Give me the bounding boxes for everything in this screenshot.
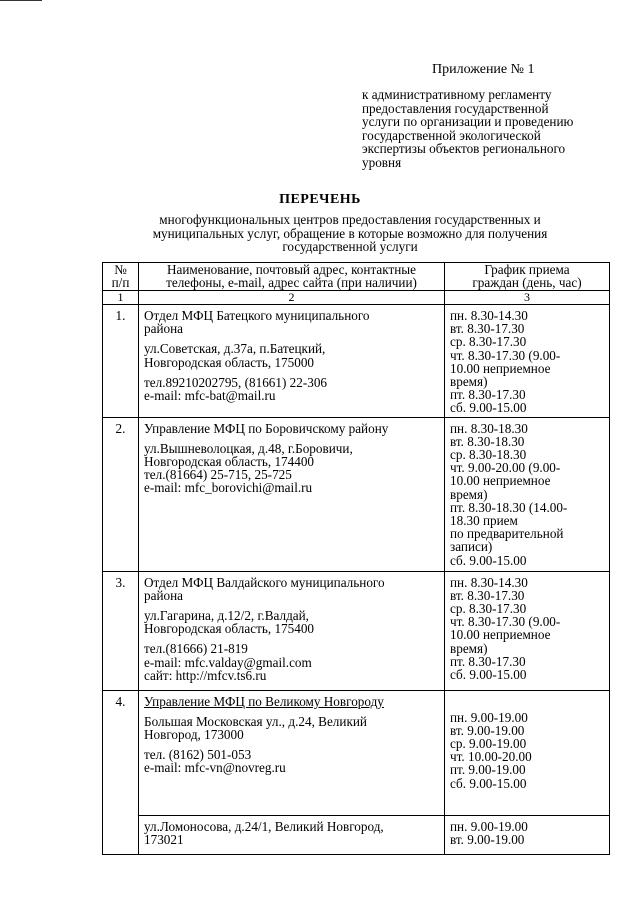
row-schedule: пн. 9.00-19.00 вт. 9.00-19.00 ср. 9.00-19.00 чт. 10.00-20.00 пт. 9.00-19.00 сб. 9.00-15.00	[445, 690, 610, 815]
table-row	[103, 571, 610, 690]
header-schedule: График приема граждан (день, час)	[445, 263, 610, 291]
table-subrow	[103, 815, 610, 854]
regulation-reference	[362, 88, 612, 170]
row-number: 4.	[103, 690, 139, 854]
index-cell: 1	[103, 291, 139, 305]
regulation-line: к административному регламенту	[362, 87, 552, 102]
row-number: 2.	[103, 417, 139, 571]
row-schedule: пн. 8.30-14.30 вт. 8.30-17.30 ср. 8.30-17.30 чт. 8.30-17.30 (9.00- 10.00 неприемное время) пт. 8.30-17.30 сб. 9.00-15.00	[445, 305, 610, 418]
regulation-line: предоставления государственной	[362, 100, 549, 116]
index-cell: 3	[445, 291, 610, 305]
table-row	[103, 305, 610, 418]
subheading-line: государственной услуги	[282, 239, 418, 255]
row-details: Отдел МФЦ Валдайского муниципального района ул.Гагарина, д.12/2, г.Валдай, Новгородская область, 175400 тел.(81666) 21-819 e-mail: mfc.valday@gmail.com сайт: http://mfcv.ts6.ru	[139, 571, 445, 690]
table-row	[103, 417, 610, 571]
row-details: Управление МФЦ по Боровичскому району ул.Вышневолоцкая, д.48, г.Боровичи, Новгородская область, 174400 тел.(81664) 25-715, 25-725 e-mail: mfc_borovichi@mail.ru	[139, 417, 445, 571]
mfc-table	[102, 262, 610, 855]
subheading-line: муниципальных услуг, обращение в которые возможно для получения	[152, 225, 548, 241]
corner-scan-mark	[0, 0, 42, 1]
document-subheading	[110, 213, 590, 254]
row-details: Отдел МФЦ Батецкого муниципального района ул.Советская, д.37а, п.Батецкий, Новгородская область, 175000 тел.89210202795, (81661) 22-306 e-mail: mfc-bat@mail.ru	[139, 305, 445, 418]
regulation-line: экспертизы объектов регионального	[362, 141, 566, 157]
header-name: Наименование, почтовый адрес, контактные телефоны, e-mail, адрес сайта (при наличии)	[139, 263, 445, 291]
row-schedule: пн. 8.30-18.30 вт. 8.30-18.30 ср. 8.30-18.30 чт. 9.00-20.00 (9.00- 10.00 неприемное время) пт. 8.30-18.30 (14.00- 18.30 прием по предварительной записи) сб. 9.00-15.00	[445, 417, 610, 571]
row-details: ул.Ломоносова, д.24/1, Великий Новгород, 173021	[139, 815, 445, 854]
subheading-line: многофункциональных центров предоставления государственных и	[159, 212, 541, 227]
index-cell: 2	[139, 291, 445, 305]
regulation-line: государственной экологической	[362, 127, 541, 143]
row-number: 1.	[103, 305, 139, 418]
regulation-line: услуги по организации и проведению	[362, 114, 574, 130]
document-heading: ПЕРЕЧЕНЬ	[279, 192, 361, 207]
row-details: Управление МФЦ по Великому Новгороду Большая Московская ул., д.24, Великий Новгород, 173000 тел. (8162) 501-053 e-mail: mfc-vn@novreg.ru	[139, 690, 445, 815]
table-header-row	[103, 263, 610, 291]
row-schedule: пн. 8.30-14.30 вт. 8.30-17.30 ср. 8.30-17.30 чт. 8.30-17.30 (9.00- 10.00 неприемное время) пт. 8.30-17.30 сб. 9.00-15.00	[445, 571, 610, 690]
table-row	[103, 690, 610, 815]
header-num: № п/п	[103, 263, 139, 291]
appendix-label: Приложение № 1	[432, 62, 535, 77]
table-index-row	[103, 291, 610, 305]
row-number: 3.	[103, 571, 139, 690]
row-schedule: пн. 9.00-19.00 вт. 9.00-19.00	[445, 815, 610, 854]
regulation-line: уровня	[362, 154, 402, 170]
